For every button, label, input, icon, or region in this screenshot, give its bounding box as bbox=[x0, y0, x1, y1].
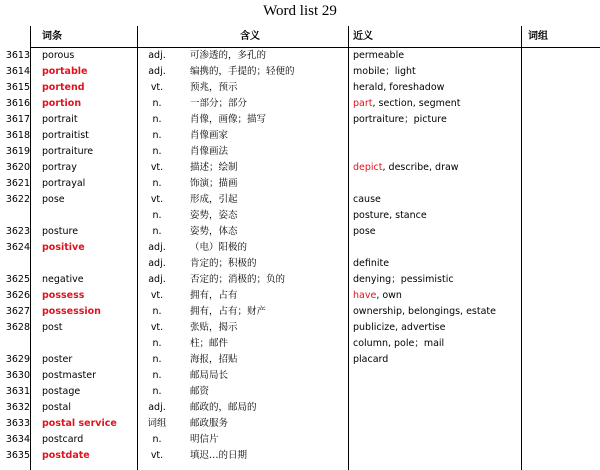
header-meaning: 含义 bbox=[240, 31, 260, 42]
synonym-text: column, pole；mail bbox=[353, 338, 445, 349]
synonym-text: ownership, belongings, estate bbox=[353, 306, 497, 317]
part-of-speech: vt. bbox=[150, 450, 164, 461]
synonyms bbox=[353, 208, 427, 224]
entry-word: porous bbox=[42, 50, 75, 61]
part-of-speech: n. bbox=[152, 130, 162, 141]
part-of-speech: vt. bbox=[150, 162, 164, 173]
entry-word: postal bbox=[42, 402, 71, 413]
table-row bbox=[0, 272, 600, 288]
meaning: 填迟…的日期 bbox=[190, 450, 248, 461]
meaning: 肖像，画像；描写 bbox=[190, 114, 267, 125]
table-row bbox=[0, 432, 600, 448]
part-of-speech: 词组 bbox=[147, 418, 167, 429]
entry-word: positive bbox=[42, 242, 85, 253]
entry-word: portrait bbox=[42, 114, 78, 125]
table-row bbox=[0, 48, 600, 64]
entry-word: portraiture bbox=[42, 146, 94, 157]
entry-word: portraitist bbox=[42, 130, 89, 141]
part-of-speech: vt. bbox=[150, 322, 164, 333]
header-synonym: 近义 bbox=[353, 31, 373, 42]
entry-word: portable bbox=[42, 66, 88, 77]
meaning: 姿势，姿态 bbox=[190, 210, 238, 221]
entry-number: 3625 bbox=[5, 274, 30, 285]
entry-number: 3619 bbox=[5, 146, 30, 157]
table-row bbox=[0, 368, 600, 384]
entry-number: 3617 bbox=[5, 114, 30, 125]
part-of-speech: adj. bbox=[148, 258, 166, 269]
table-row bbox=[0, 240, 600, 256]
part-of-speech: n. bbox=[152, 178, 162, 189]
entry-number: 3621 bbox=[5, 178, 30, 189]
table-header bbox=[0, 26, 600, 48]
entry-word: negative bbox=[42, 274, 84, 285]
meaning: 一部分；部分 bbox=[190, 98, 248, 109]
table-row bbox=[0, 160, 600, 176]
synonym-highlight: have bbox=[353, 290, 377, 301]
meaning: 可渗透的，多孔的 bbox=[190, 50, 267, 61]
part-of-speech: n. bbox=[152, 306, 162, 317]
synonym-text: portraiture；picture bbox=[353, 114, 447, 125]
table-row bbox=[0, 176, 600, 192]
synonym-highlight: depict bbox=[353, 162, 383, 173]
entry-number: 3618 bbox=[5, 130, 30, 141]
meaning: 肯定的；积极的 bbox=[190, 258, 257, 269]
table-row bbox=[0, 336, 600, 352]
meaning: 柱；邮件 bbox=[190, 338, 229, 349]
entry-number: 3616 bbox=[5, 98, 30, 109]
synonyms bbox=[353, 64, 416, 80]
synonym-highlight: part bbox=[353, 98, 373, 109]
meaning: 明信片 bbox=[190, 434, 219, 445]
synonym-text: definite bbox=[353, 258, 390, 269]
meaning: 肖像画家 bbox=[190, 130, 229, 141]
entry-number: 3615 bbox=[5, 82, 30, 93]
meaning: 否定的；消极的；负的 bbox=[190, 274, 286, 285]
synonyms bbox=[353, 256, 389, 272]
entry-word: portend bbox=[42, 82, 85, 93]
table-row bbox=[0, 64, 600, 80]
entry-word: postdate bbox=[42, 450, 90, 461]
entry-word: postal service bbox=[42, 418, 117, 429]
part-of-speech: n. bbox=[152, 434, 162, 445]
meaning: 肖像画法 bbox=[190, 146, 229, 157]
entry-number: 3623 bbox=[5, 226, 30, 237]
synonym-text: posture, stance bbox=[353, 210, 427, 221]
meaning: 邮政的，邮局的 bbox=[190, 402, 257, 413]
entry-number: 3622 bbox=[5, 194, 30, 205]
entry-number: 3614 bbox=[5, 66, 30, 77]
meaning: 饰演；描画 bbox=[190, 178, 238, 189]
entry-word: poster bbox=[42, 354, 73, 365]
meaning: 拥有，占有 bbox=[190, 290, 238, 301]
synonyms bbox=[353, 192, 381, 208]
header-group: 词组 bbox=[528, 31, 548, 42]
entry-word: postage bbox=[42, 386, 81, 397]
entry-number: 3630 bbox=[5, 370, 30, 381]
synonyms bbox=[353, 48, 404, 64]
part-of-speech: adj. bbox=[148, 274, 166, 285]
table-row bbox=[0, 128, 600, 144]
entry-word: posture bbox=[42, 226, 79, 237]
synonym-text: permeable bbox=[353, 50, 405, 61]
page-title: Word list 29 bbox=[263, 3, 337, 19]
entry-word: pose bbox=[42, 194, 65, 205]
table-row bbox=[0, 112, 600, 128]
table-row bbox=[0, 416, 600, 432]
part-of-speech: n. bbox=[152, 114, 162, 125]
part-of-speech: n. bbox=[152, 210, 162, 221]
synonyms bbox=[353, 96, 460, 112]
table-row bbox=[0, 400, 600, 416]
synonyms bbox=[353, 224, 376, 240]
meaning: 编携的，手提的；轻便的 bbox=[190, 66, 295, 77]
synonyms bbox=[353, 80, 444, 96]
entry-number: 3626 bbox=[5, 290, 30, 301]
part-of-speech: adj. bbox=[148, 50, 166, 61]
table-row bbox=[0, 144, 600, 160]
entry-word: postmaster bbox=[42, 370, 97, 381]
table-row bbox=[0, 80, 600, 96]
synonym-text: denying；pessimistic bbox=[353, 274, 454, 285]
entry-number: 3613 bbox=[5, 50, 30, 61]
part-of-speech: n. bbox=[152, 146, 162, 157]
synonyms bbox=[353, 304, 496, 320]
table-row bbox=[0, 384, 600, 400]
part-of-speech: n. bbox=[152, 338, 162, 349]
header-word: 词条 bbox=[42, 31, 62, 42]
meaning: 形成，引起 bbox=[190, 194, 238, 205]
table-row bbox=[0, 448, 600, 464]
synonym-text: , section, segment bbox=[372, 98, 461, 109]
part-of-speech: vt. bbox=[150, 290, 164, 301]
synonym-text: publicize, advertise bbox=[353, 322, 446, 333]
synonym-text: , describe, draw bbox=[382, 162, 459, 173]
entry-number: 3624 bbox=[5, 242, 30, 253]
part-of-speech: vt. bbox=[150, 82, 164, 93]
table-row bbox=[0, 96, 600, 112]
entry-number: 3635 bbox=[5, 450, 30, 461]
entry-number: 3631 bbox=[5, 386, 30, 397]
part-of-speech: n. bbox=[152, 370, 162, 381]
table-row bbox=[0, 288, 600, 304]
entry-number: 3627 bbox=[5, 306, 30, 317]
meaning: 预兆，预示 bbox=[190, 82, 238, 93]
meaning: 海报，招贴 bbox=[190, 354, 238, 365]
table-row bbox=[0, 320, 600, 336]
meaning: 姿势，体态 bbox=[190, 226, 238, 237]
entry-number: 3629 bbox=[5, 354, 30, 365]
part-of-speech: n. bbox=[152, 386, 162, 397]
entry-word: possession bbox=[42, 306, 101, 317]
word-table bbox=[0, 26, 600, 464]
synonyms bbox=[353, 160, 459, 176]
synonym-text: herald, foreshadow bbox=[353, 82, 445, 93]
part-of-speech: vt. bbox=[150, 194, 164, 205]
part-of-speech: n. bbox=[152, 354, 162, 365]
meaning: 拥有，占有；财产 bbox=[190, 306, 267, 317]
meaning: 张贴，揭示 bbox=[190, 322, 238, 333]
synonym-text: placard bbox=[353, 354, 389, 365]
synonym-text: mobile；light bbox=[353, 66, 416, 77]
part-of-speech: n. bbox=[152, 226, 162, 237]
table-row bbox=[0, 208, 600, 224]
table-body bbox=[0, 48, 600, 464]
synonym-text: pose bbox=[353, 226, 376, 237]
entry-number: 3628 bbox=[5, 322, 30, 333]
entry-word: portion bbox=[42, 98, 82, 109]
table-row bbox=[0, 192, 600, 208]
table-row bbox=[0, 256, 600, 272]
synonyms bbox=[353, 352, 388, 368]
synonyms bbox=[353, 288, 402, 304]
part-of-speech: n. bbox=[152, 98, 162, 109]
entry-number: 3632 bbox=[5, 402, 30, 413]
meaning: 邮政服务 bbox=[190, 418, 229, 429]
meaning: （电）阳极的 bbox=[190, 242, 248, 253]
table-row bbox=[0, 224, 600, 240]
meaning: 邮局局长 bbox=[190, 370, 229, 381]
entry-word: portray bbox=[42, 162, 77, 173]
synonym-text: , own bbox=[376, 290, 402, 301]
entry-number: 3634 bbox=[5, 434, 30, 445]
synonyms bbox=[353, 320, 445, 336]
entry-number: 3633 bbox=[5, 418, 30, 429]
synonyms bbox=[353, 272, 454, 288]
part-of-speech: adj. bbox=[148, 66, 166, 77]
table-row bbox=[0, 304, 600, 320]
synonym-text: cause bbox=[353, 194, 381, 205]
entry-word: postcard bbox=[42, 434, 84, 445]
synonyms bbox=[353, 336, 444, 352]
entry-word: post bbox=[42, 322, 63, 333]
entry-word: possess bbox=[42, 290, 85, 301]
table-row bbox=[0, 352, 600, 368]
part-of-speech: adj. bbox=[148, 402, 166, 413]
synonyms bbox=[353, 112, 447, 128]
meaning: 邮资 bbox=[190, 386, 210, 397]
entry-number: 3620 bbox=[5, 162, 30, 173]
entry-word: portrayal bbox=[42, 178, 86, 189]
meaning: 描述；绘制 bbox=[190, 162, 238, 173]
part-of-speech: adj. bbox=[148, 242, 166, 253]
